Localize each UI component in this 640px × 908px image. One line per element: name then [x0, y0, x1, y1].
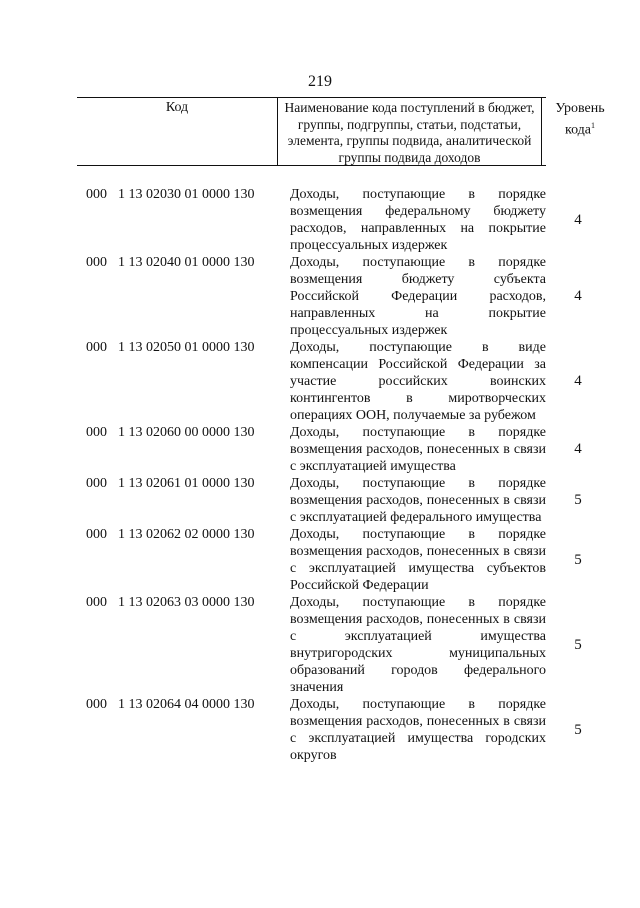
table-row: [86, 254, 582, 339]
row-code: 1 13 02061 01 0000 130: [118, 476, 255, 491]
table-row: [86, 696, 582, 764]
table-row: [86, 594, 582, 696]
row-group-code: 000: [86, 595, 107, 610]
row-name: Доходы, поступающие в порядке возмещения расходов, понесенных в связи с эксплуатацией имущества внутригородских муниципальных образований городов федерального значения: [290, 595, 546, 695]
table-row: [86, 339, 582, 424]
row-code: 1 13 02040 01 0000 130: [118, 255, 255, 270]
row-code: 1 13 02062 02 0000 130: [118, 527, 255, 542]
header-name: Наименование кода поступлений в бюджет, группы, подгруппы, статьи, подстатьи, элемента, группы подвида, аналитической группы подвида доходов: [284, 100, 535, 165]
row-level: 4: [574, 441, 582, 457]
row-level: 5: [574, 551, 582, 568]
header-level-label: Уровень кода: [555, 101, 605, 138]
row-code: 1 13 02030 01 0000 130: [118, 187, 255, 202]
row-name: Доходы, поступающие в порядке возмещения федеральному бюджету расходов, направленных на покрытие процессуальных издержек: [290, 187, 546, 253]
table-row: [86, 475, 582, 526]
row-level: 4: [574, 373, 582, 389]
row-name: Доходы, поступающие в виде компенсации Российской Федерации за участие российских воинских контингентов в миротворческих операциях ООН, получаемые за рубежом: [290, 340, 546, 423]
table-row: [86, 424, 582, 475]
row-group-code: 000: [86, 476, 107, 491]
row-code: 1 13 02063 03 0000 130: [118, 595, 255, 610]
header-level: [545, 100, 615, 139]
table-row: [86, 526, 582, 594]
table-row: [86, 186, 582, 254]
row-group-code: 000: [86, 187, 107, 202]
row-code: 1 13 02050 01 0000 130: [118, 340, 255, 355]
row-level: 5: [574, 636, 582, 653]
row-code: 1 13 02064 04 0000 130: [118, 697, 255, 712]
table-header: [77, 97, 605, 166]
page-number: 219: [308, 73, 332, 90]
row-group-code: 000: [86, 527, 107, 542]
row-name: Доходы, поступающие в порядке возмещения расходов, понесенных в связи с эксплуатацией имущества субъектов Российской Федерации: [290, 527, 546, 593]
row-name: Доходы, поступающие в порядке возмещения расходов, понесенных в связи с эксплуатацией федерального имущества: [290, 476, 546, 525]
row-group-code: 000: [86, 255, 107, 270]
row-name: Доходы, поступающие в порядке возмещения расходов, понесенных в связи с эксплуатацией имущества: [290, 425, 546, 474]
row-level: 5: [574, 721, 582, 738]
row-name: Доходы, поступающие в порядке возмещения бюджету субъекта Российской Федерации расходов, направленных на покрытие процессуальных издержек: [290, 255, 546, 338]
row-code: 1 13 02060 00 0000 130: [118, 425, 255, 440]
table-body: [86, 186, 582, 764]
header-code: Код: [165, 100, 189, 115]
row-level: 4: [574, 211, 582, 228]
row-group-code: 000: [86, 340, 107, 355]
row-group-code: 000: [86, 697, 107, 712]
footnote-marker: 1: [591, 121, 596, 130]
row-group-code: 000: [86, 425, 107, 440]
column-divider: [541, 98, 542, 165]
row-name: Доходы, поступающие в порядке возмещения расходов, понесенных в связи с эксплуатацией имущества городских округов: [290, 697, 546, 763]
row-level: 5: [574, 492, 582, 508]
row-level: 4: [574, 288, 582, 304]
